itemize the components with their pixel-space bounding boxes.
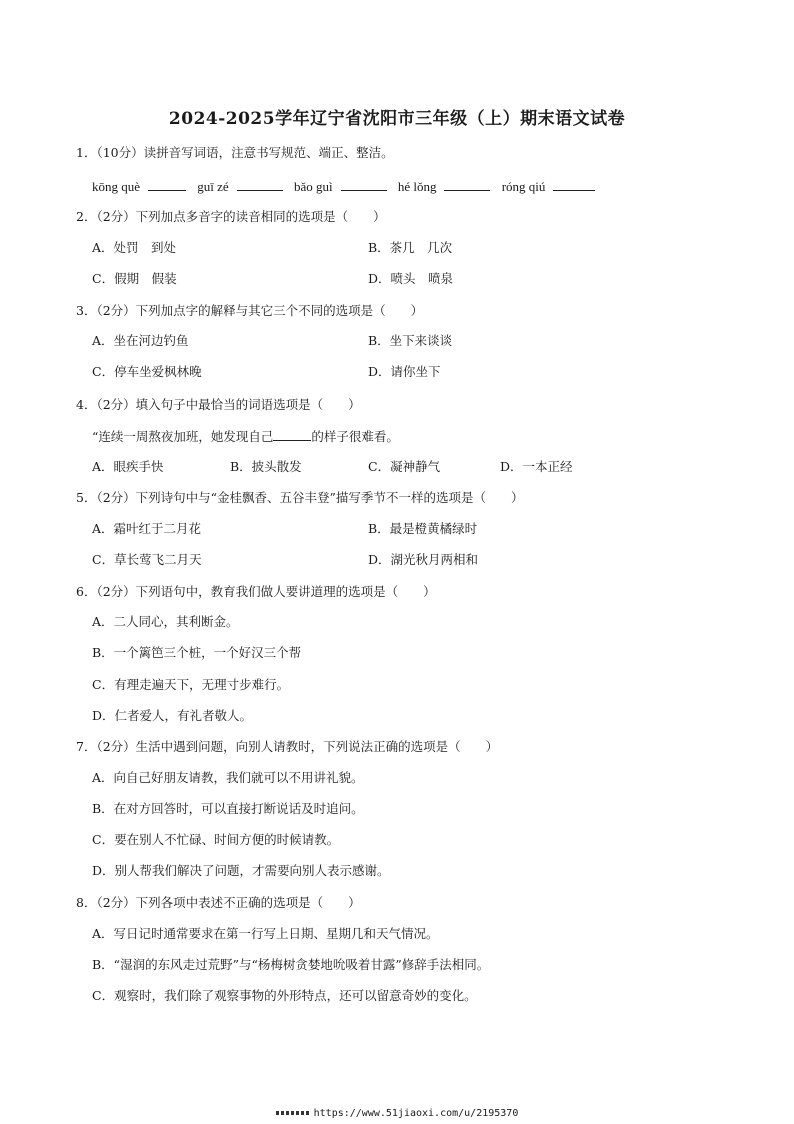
answer-blank-3[interactable] — [341, 176, 387, 191]
question-8-option-b[interactable]: B．“湿润的东风走过荒野”与“杨梅树贪婪地吮吸着甘露”修辞手法相同。 — [92, 957, 490, 972]
sentence-after: 的样子很难看。 — [311, 429, 399, 444]
question-4-option-a[interactable]: A．眼疾手快 — [92, 459, 164, 474]
answer-blank-2[interactable] — [237, 176, 283, 191]
question-7-option-c[interactable]: C．要在别人不忙碌、时间方便的时候请教。 — [92, 832, 340, 847]
pinyin-row — [92, 176, 603, 197]
pinyin-4: hé lǒng — [397, 179, 437, 194]
pinyin-3: bǎo guì — [293, 179, 333, 194]
answer-blank-4[interactable] — [444, 176, 490, 191]
question-5-option-b[interactable]: B．最是橙黄橘绿时 — [368, 521, 478, 536]
question-2-option-b[interactable]: B．茶几 几次 — [368, 240, 453, 255]
question-1-stem: 1．（10分）读拼音写词语，注意书写规范、端正、整洁。 — [76, 145, 394, 160]
question-2-option-c[interactable]: C．假期 假装 — [92, 271, 177, 286]
question-2-option-d[interactable]: D．喷头 喷泉 — [368, 271, 454, 286]
question-7-option-a[interactable]: A．向自己好朋友请教，我们就可以不用讲礼貌。 — [92, 770, 364, 785]
question-4-option-b[interactable]: B．披头散发 — [230, 459, 302, 474]
question-8-option-c[interactable]: C．观察时，我们除了观察事物的外形特点，还可以留意奇妙的变化。 — [92, 988, 477, 1003]
question-6-option-c[interactable]: C．有理走遍天下，无理寸步难行。 — [92, 677, 290, 692]
question-6-option-b[interactable]: B．一个篱笆三个桩，一个好汉三个帮 — [92, 645, 302, 660]
question-3-option-b[interactable]: B．坐下来谈谈 — [368, 333, 453, 348]
question-5-option-d[interactable]: D．湖光秋月两相和 — [368, 552, 479, 567]
question-4-option-d[interactable]: D．一本正经 — [500, 459, 573, 474]
question-4-sentence — [92, 426, 399, 447]
question-7-stem: 7．（2分）生活中遇到问题，向别人请教时，下列说法正确的选项是（ ） — [76, 739, 499, 754]
pinyin-1: kōng què — [92, 179, 141, 194]
question-3-option-d[interactable]: D．请你坐下 — [368, 364, 441, 379]
answer-blank-1[interactable] — [148, 176, 186, 191]
watermark-mark — [276, 1111, 310, 1115]
question-4-stem: 4．（2分）填入句子中最恰当的词语选项是（ ） — [76, 397, 361, 412]
question-5-option-c[interactable]: C．草长莺飞二月天 — [92, 552, 202, 567]
footer-url[interactable]: https://www.51jiaoxi.com/u/2195370 — [313, 1108, 519, 1119]
question-3-stem: 3．（2分）下列加点字的解释与其它三个不同的选项是（ ） — [76, 303, 424, 318]
sentence-blank[interactable] — [273, 426, 311, 441]
question-8-option-a[interactable]: A．写日记时通常要求在第一行写上日期、星期几和天气情况。 — [92, 926, 439, 941]
sentence-before: “连续一周熬夜加班，她发现自己 — [92, 429, 274, 444]
question-5-option-a[interactable]: A．霜叶红于二月花 — [92, 521, 202, 536]
footer — [0, 1108, 794, 1119]
question-4-option-c[interactable]: C．凝神静气 — [368, 459, 441, 474]
question-6-stem: 6．（2分）下列语句中，教育我们做人要讲道理的选项是（ ） — [76, 584, 436, 599]
pinyin-2: guī zé — [197, 179, 229, 194]
question-2-stem: 2．（2分）下列加点多音字的读音相同的选项是（ ） — [76, 209, 386, 224]
question-5-stem: 5．（2分）下列诗句中与“金桂飘香、五谷丰登”描写季节不一样的选项是（ ） — [76, 490, 524, 505]
question-2-option-a[interactable]: A．处罚 到处 — [92, 240, 177, 255]
question-6-option-d[interactable]: D．仁者爱人，有礼者敬人。 — [92, 708, 253, 723]
question-6-option-a[interactable]: A．二人同心，其利断金。 — [92, 614, 239, 629]
question-8-stem: 8．（2分）下列各项中表述不正确的选项是（ ） — [76, 895, 361, 910]
question-7-option-d[interactable]: D．别人帮我们解决了问题，才需要向别人表示感谢。 — [92, 863, 390, 878]
question-7-option-b[interactable]: B．在对方回答时，可以直接打断说话及时追问。 — [92, 801, 364, 816]
answer-blank-5[interactable] — [553, 176, 595, 191]
question-3-option-c[interactable]: C．停车坐爱枫林晚 — [92, 364, 202, 379]
pinyin-5: róng qiú — [501, 179, 546, 194]
question-3-option-a[interactable]: A．坐在河边钓鱼 — [92, 333, 189, 348]
page-title: 2024-2025学年辽宁省沈阳市三年级（上）期末语文试卷 — [168, 109, 626, 129]
